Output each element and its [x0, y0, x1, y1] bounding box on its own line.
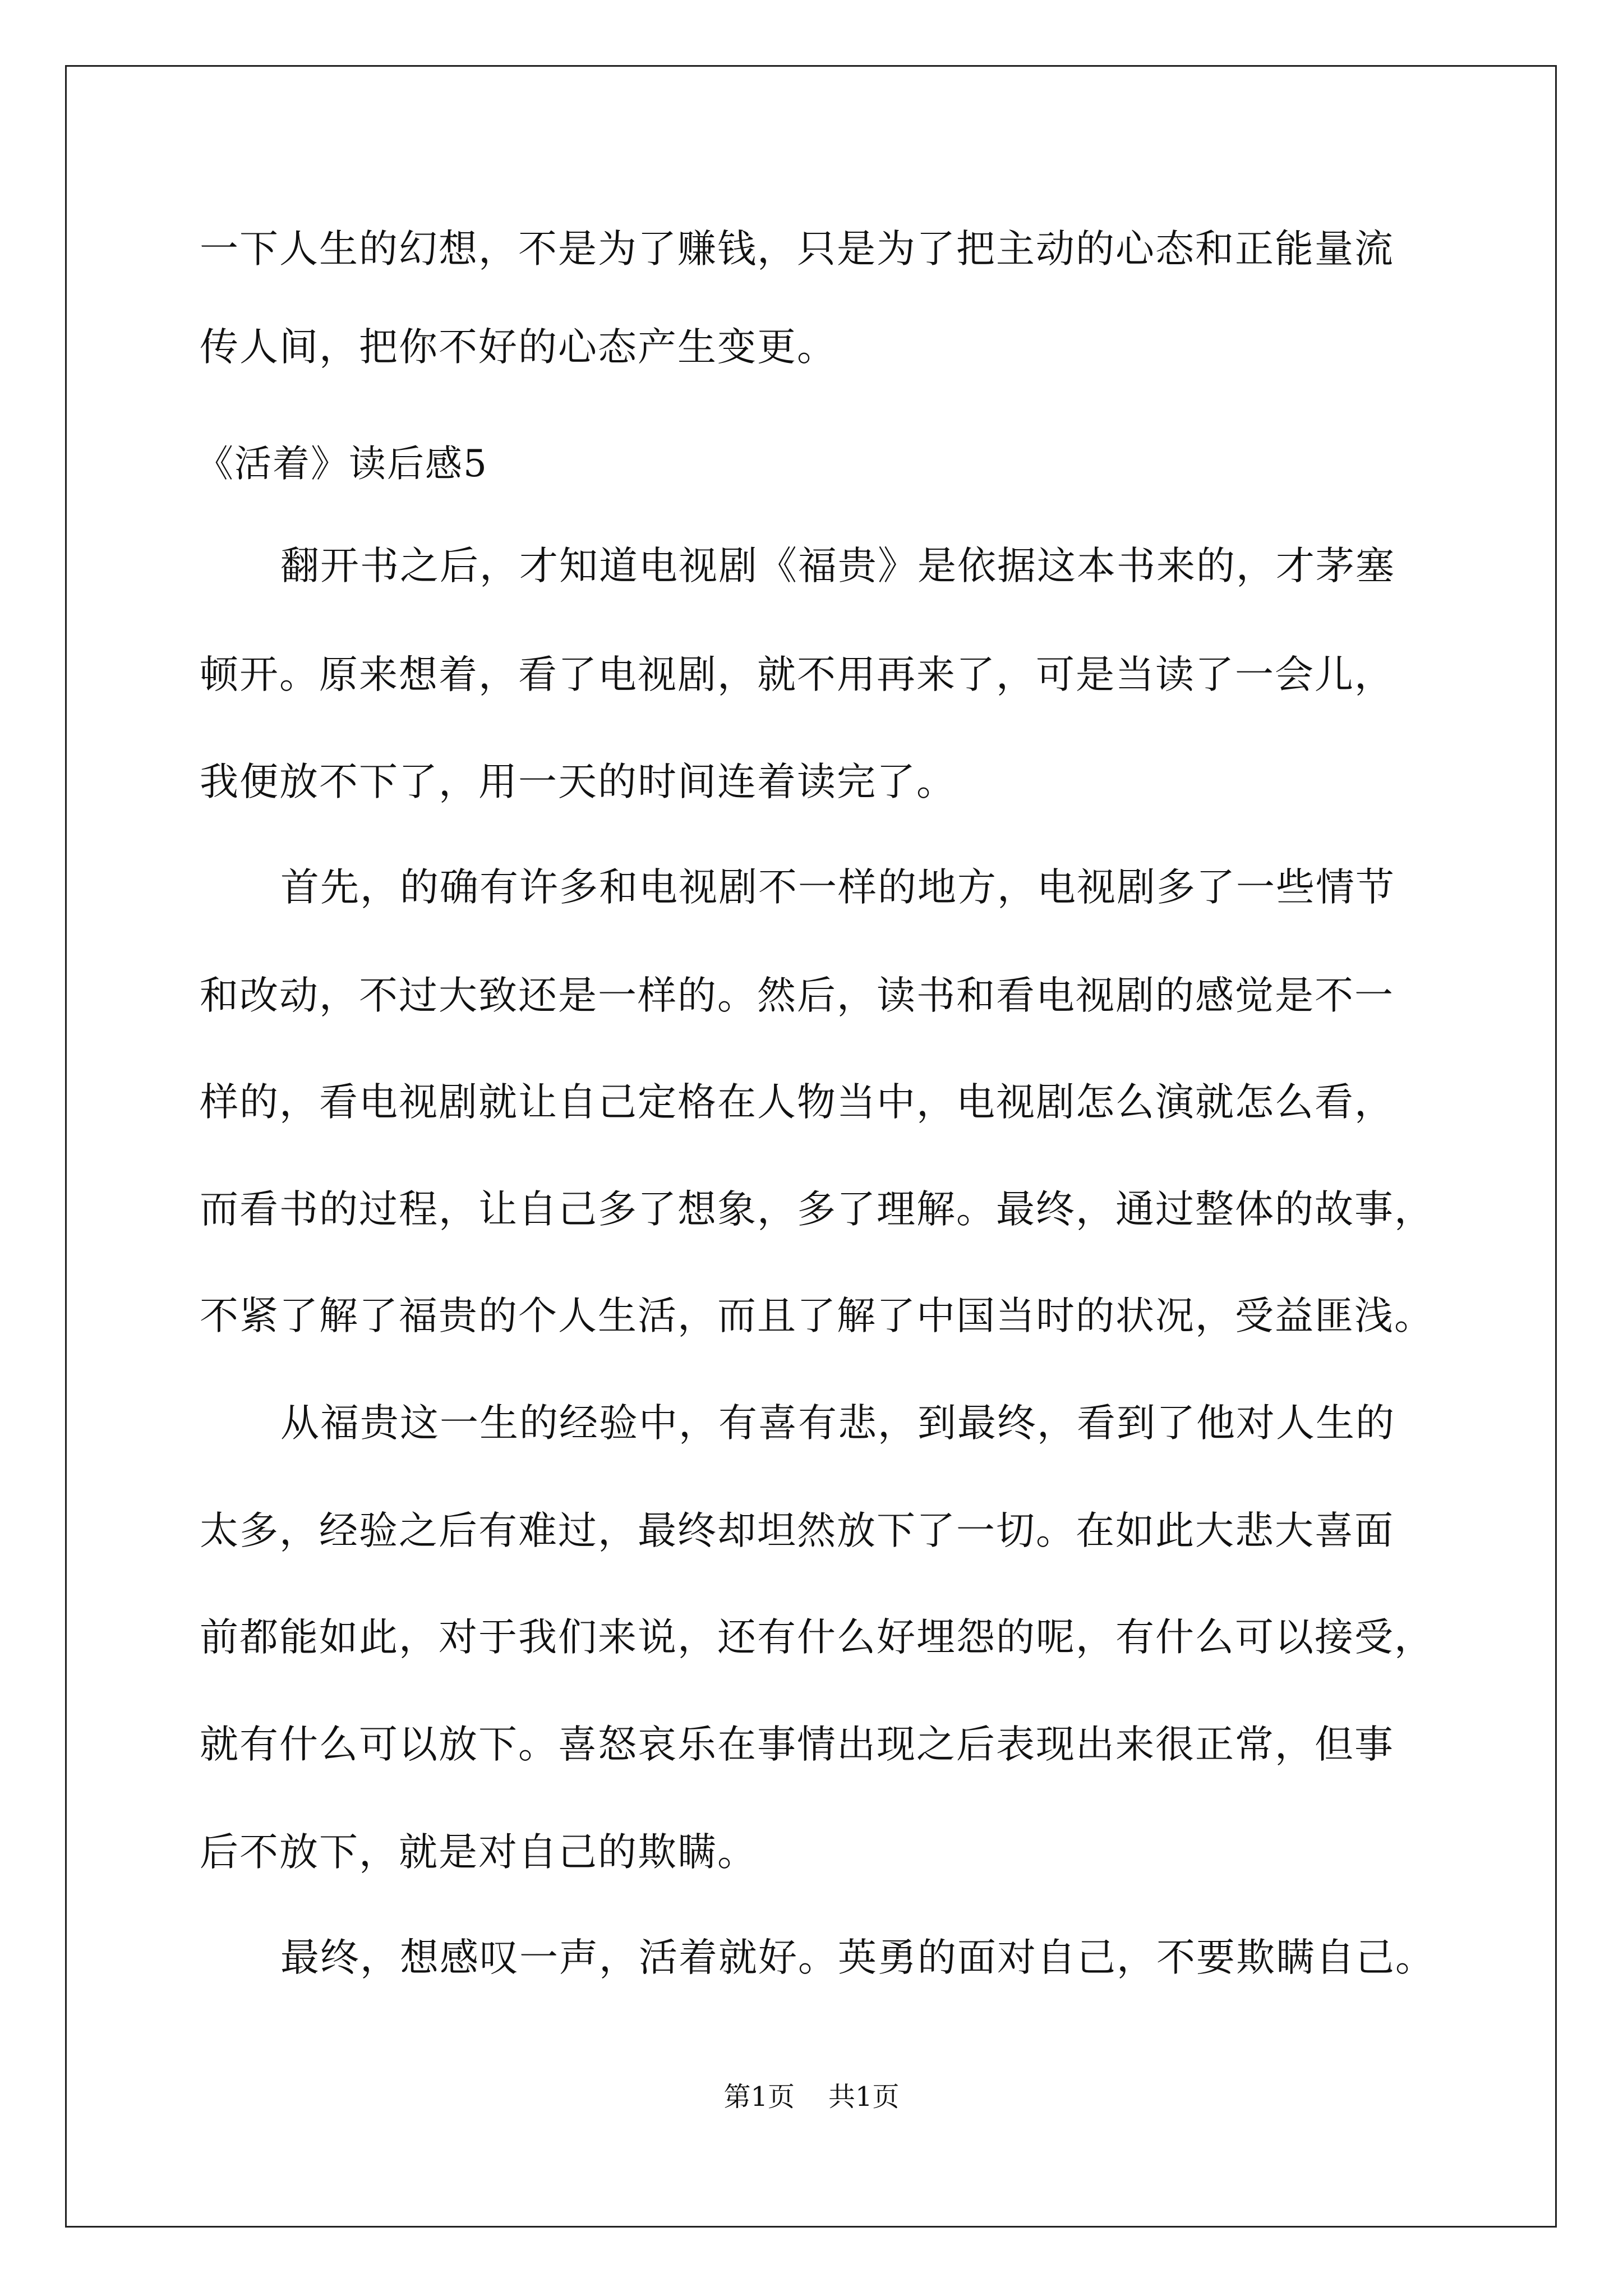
page-footer [0, 2080, 1623, 2114]
text-line-13: 太多，经验之后有难过，最终却坦然放下了一切。在如此大悲大喜面 [200, 1508, 1394, 1553]
text-line-17: 最终，想感叹一声，活着就好。英勇的面对自己，不要欺瞒自己。 [280, 1935, 1435, 1980]
page-frame [65, 65, 1557, 2228]
text-line-5: 顿开。原来想着，看了电视剧，就不用再来了，可是当读了一会儿， [200, 652, 1394, 697]
page-number: 第1页 [723, 2081, 795, 2113]
text-line-9: 样的，看电视剧就让自己定格在人物当中，电视剧怎么演就怎么看， [200, 1080, 1394, 1125]
text-line-11: 不紧了解了福贵的个人生活，而且了解了中国当时的状况，受益匪浅。 [200, 1294, 1434, 1338]
text-line-10: 而看书的过程，让自己多了想象，多了理解。最终，通过整体的故事， [200, 1187, 1434, 1232]
text-line-2: 传人间，把你不好的心态产生变更。 [200, 325, 837, 370]
text-line-7: 首先，的确有许多和电视剧不一样的地方，电视剧多了一些情节 [280, 865, 1395, 910]
text-line-6: 我便放不下了，用一天的时间连着读完了。 [200, 760, 956, 804]
section-heading: 《活着》读后感5 [196, 442, 488, 485]
text-line-12: 从福贵这一生的经验中，有喜有悲，到最终，看到了他对人生的 [280, 1401, 1395, 1446]
text-line-14: 前都能如此，对于我们来说，还有什么好埋怨的呢，有什么可以接受， [200, 1615, 1434, 1660]
text-line-4: 翻开书之后，才知道电视剧《福贵》是依据这本书来的，才茅塞 [280, 544, 1395, 588]
page-total: 共1页 [828, 2081, 900, 2113]
text-line-1: 一下人生的幻想，不是为了赚钱，只是为了把主动的心态和正能量流 [200, 227, 1394, 272]
text-line-16: 后不放下，就是对自己的欺瞒。 [200, 1830, 757, 1875]
text-line-8: 和改动，不过大致还是一样的。然后，读书和看电视剧的感觉是不一 [200, 973, 1394, 1018]
text-line-15: 就有什么可以放下。喜怒哀乐在事情出现之后表现出来很正常，但事 [200, 1722, 1394, 1767]
